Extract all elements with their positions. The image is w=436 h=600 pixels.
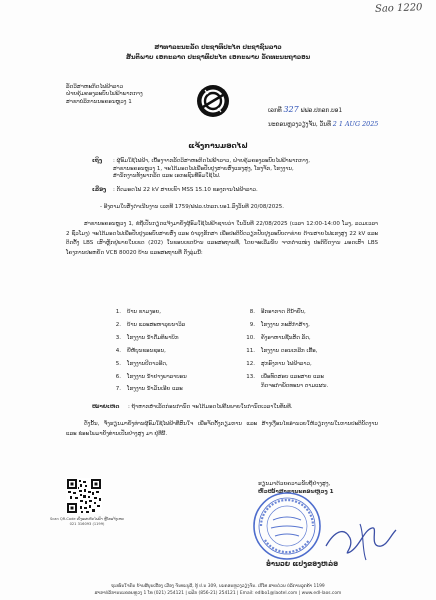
list-item-text: ໂຮງງານ ນໍ້າດື່ມທິພາບິກ — [127, 334, 179, 341]
list-item-number: 5. — [115, 360, 121, 367]
list-item-text: ຄັງອາຫານຊີ້ນສັດ ລັດ, — [261, 334, 311, 341]
closing-paragraph: ດັ່ງນັ້ນ, ຈຶ່ງຮຽນມາຍັງທ່ານຜູ້ອົມໃຊ້ໄຟຟ້າທີ່ສົນໃຈ ເພື່ອຈັດຕັ້ງກຽມການ ແລະ ສ້າງເງື່ອນໄຂອຳນວຍໃຫ້ວຽກງານໃນການປະຕິບັດງານ ແລະ ຂໍອະໄພມາຍັງທ່ານເປັນຢ່າງສູງ ມາ ຢູ່ທີ່ນີ້. — [66, 421, 378, 437]
document-number-label: ເລກທີ — [268, 108, 282, 114]
list-item — [112, 345, 262, 358]
national-header: ສາທາລະນະລັດ ປະຊາທິປະໄຕ ປະຊາຊົນລາວ — [154, 44, 282, 51]
qr-code-icon[interactable] — [66, 478, 102, 514]
document-number-suffix: ຟຟລ.ປກລກ.ບອ1 — [300, 108, 343, 114]
list-item-number: 12. — [246, 360, 255, 367]
list-item-text: ຍີ່ຫໍ້ບຸນຂອນຊອນ, — [127, 347, 166, 354]
list-item — [246, 371, 386, 384]
list-item-text: ເພື່ອທົດສອບ ແລະສາຍ ແລະ — [261, 373, 324, 380]
list-item-number: 3. — [115, 334, 121, 341]
list-item — [246, 332, 386, 345]
list-item-number: 13. — [246, 373, 255, 380]
list-item-number: 11. — [246, 347, 255, 354]
affected-list-right — [246, 306, 386, 390]
qr-caption: Scan QR-Code ເບິ່ງແຜນຕັດໄຟຟ້າ ຫຼືໂທແຈ້ງເຫດ 021 316093 (1199) — [50, 517, 124, 526]
list-item — [246, 383, 386, 390]
footer-address: ຖະໜົນໃຈກັນ ບ້ານສີບຸນເຮືອງ ເມືອງ ຈັນທະບູລີ, ຕູ້ ປ.ນ 309, ນະຄອນຫຼວງວຽງຈັນ. ເບີໂທ ສາຍດ່ວນ ບໍລິການລູກຄ້າ 1199 — [111, 584, 325, 589]
handwritten-signature-icon — [320, 516, 400, 564]
list-item — [246, 345, 386, 358]
official-stamp-icon — [251, 490, 323, 562]
reference-line: - ອີງຕາມໃບສັ່ງດຳເນີນງານ ເລກທີ 1759/ຟຟລ.ປກລກ.ບອ1.ລົງວັນທີ 20/08/2025. — [100, 204, 284, 210]
list-item-number: 8. — [249, 309, 255, 315]
list-item — [112, 358, 262, 371]
organization-block — [66, 84, 143, 106]
list-item — [246, 358, 386, 371]
handwritten-note: Sao 1220 — [374, 2, 423, 15]
list-item-number: 1. — [115, 309, 121, 315]
list-item — [112, 306, 262, 319]
signer-name: ອຳນວຍ ແປງຂອງຫລ່ອ — [266, 560, 339, 568]
body-paragraph: ສາຂານະຄອນຫຼວງ 1, ຂໍຖືເປັນກຽດແຈ້ງມາຍັງຜູ້ອົມໃຊ້ໄຟຟ້າຊາບວ່າ ໃນວັນທີ 22/08/2025 (ເວລາ 12:00-14:00 ໂມງ, ລວມເວລາ 2 ຊົ່ວໂມງ) ຈະໄດ້ມອດໄຟເພື່ອປັບປຸງລະບົບສາຍສົ່ງ ແລະ ບຳລຸງຮັກສາ ເພື່ອປະຕິບັດວຽກປັບປຸງລະບົບຕາຂ່າຍ ດ້ານສາຍໄຟແຮງສູງ 22 kV ແລະ ຕິດຕັ້ງ LBS ເສົາຫຼັກຢູ່ພາຍໃນເຂດ (202) ໃນຂອບເຂດບ້ານ ແລະສະຖານທີ່, ໂດຍຈະເລີ່ມນັບ ຈາກຕຳແໜ່ງ ປະຕິບັດງານ ມອດເສົາ LBS ໂຄງການປະຫຍັດ VCB 80020 ບ້ານ ແລະສະຖານທີ່ ດັ່ງລຸ່ມນີ້: — [66, 221, 378, 256]
to-text — [113, 158, 381, 181]
list-item-text: ໂຮງງານ ກະສິກຳສ້າງ, — [261, 321, 310, 328]
list-item — [112, 332, 262, 345]
document-date-value: 2 1 AUG 2025 — [332, 120, 379, 128]
document-number — [268, 103, 378, 118]
org-division: ຝ່າຍຄຸ້ມຄອງລະບົບໄຟຟ້າພາກກາງ — [66, 91, 143, 98]
list-item-text: ໂຮງງານປີດາວອີດ, — [127, 360, 168, 367]
affected-list-left — [112, 306, 262, 396]
list-item-number: 2. — [115, 321, 121, 328]
list-item-text: ສຸກອົງການ ໄຟຟ້າລາວ, — [261, 360, 312, 367]
reference-block — [268, 103, 378, 132]
list-item-number: 10. — [246, 334, 255, 341]
list-item-text: ບ້ານ ຂາມງອຍ, — [127, 309, 162, 315]
list-item — [246, 319, 386, 332]
list-item-number: 4. — [115, 347, 121, 354]
list-item-text: ກິດຈະກຳພັດທະນາ ຕາມແຜນ. — [261, 383, 329, 390]
list-item — [112, 371, 262, 384]
document-date-label: ນະຄອນຫຼວງວຽງຈັນ, ວັນທີ — [268, 122, 331, 128]
to-text-line-1: : ຜູ້ອົມໃຊ້ໄຟຟ້າ, ເບື້ອງຈາກລັດວິສາຫະກິດໄຟຟ້າລາວ, ຝ່າຍຄຸ້ມຄອງລະບົບໄຟຟ້າພາກກາງ, — [113, 158, 311, 164]
list-item-number: 9. — [249, 321, 255, 328]
org-branch: ສາຂາບໍລິການນະຄອນຫຼວງ 1 — [66, 98, 132, 105]
list-item-text: ໂຮງງານ ນໍ້າຢາງພາລາບອນ — [127, 373, 187, 380]
list-item-number: 7. — [115, 386, 121, 393]
subject-text: : ຕັດມອດໄຟ 22 kV ສາຍເຂົາ MSS 15.10 ຂອງການໄຟຟ້າລາວ. — [113, 187, 258, 193]
to-text-line-3: ສຳນັກງານທັງພາກລັດ ແລະ ເອກະຊົນທີ່ອົມໃຊ້ໄຟ. — [113, 173, 221, 180]
subject-label: ເລື່ອງ — [92, 187, 107, 193]
list-item-text: ໂຮງງານ ນໍ້າມັນເອີຍ ແລະ — [127, 386, 183, 393]
list-item — [112, 383, 262, 396]
list-item-text: ອີກອາກາດ ຕີນ້ຳຢົບ, — [261, 309, 306, 315]
note-label: ໝາຍເຫດ — [92, 404, 120, 410]
list-item — [246, 306, 386, 319]
document-title: ແຈ້ງການມອດໄຟ — [188, 141, 248, 150]
note-text: : ຖ້າຫາກສຳເລັດກ່ອນກຳນົດ ຈະໄດ້ມອດໄຟຄືນພາຍໃນກຳນົດເວລາໃນທັນທີ. — [128, 404, 293, 410]
national-motto: ສັນຕິພາບ ເອກະລາດ ປະຊາທິປະໄຕ ເອກະພາບ ວັດທະນະຖາວອນ — [125, 54, 311, 61]
edl-logo-icon — [196, 84, 230, 118]
signer-title: ຫົວໜ້າສາຂານະຄອນຫຼວງ 1 — [258, 489, 334, 495]
list-item-number — [246, 383, 255, 390]
document-date — [268, 118, 378, 132]
org-name: ລັດວິສາຫະກິດໄຟຟ້າລາວ — [66, 84, 124, 90]
to-text-line-2: ສາຂານະຄອນຫຼວງ 1, ຈະໄດ້ມອດໄຟເພື່ອປັບປຸງສາຍສົ່ງແຮງສູງ, ໂຮງຈັກ, ໂຮງງານ, — [113, 165, 294, 172]
footer-contact: ສາຂາບໍລິການນະຄອນຫຼວງ 1 ໂທ (021) 254121 | ແຟັກ (856-21) 254121 | Email: edlbo1@laotel.com | www.edl-laos.com — [94, 591, 342, 596]
list-item-text: ບ້ານ ແລະສະຫາລຸຍນາວິລ — [127, 321, 186, 328]
to-label: ເຖິງ — [92, 158, 103, 164]
list-item — [112, 319, 262, 332]
list-item-text: ໂຮງງານ ດອນເກລີກ ເຮື້ອ, — [261, 347, 318, 354]
document-number-value: 327 — [283, 105, 299, 114]
list-item-number: 6. — [115, 373, 121, 380]
sign-greeting: ຮຽນມາດ້ວຍຄວາມນັບຖືຢ່າງສູງ, — [258, 481, 331, 487]
